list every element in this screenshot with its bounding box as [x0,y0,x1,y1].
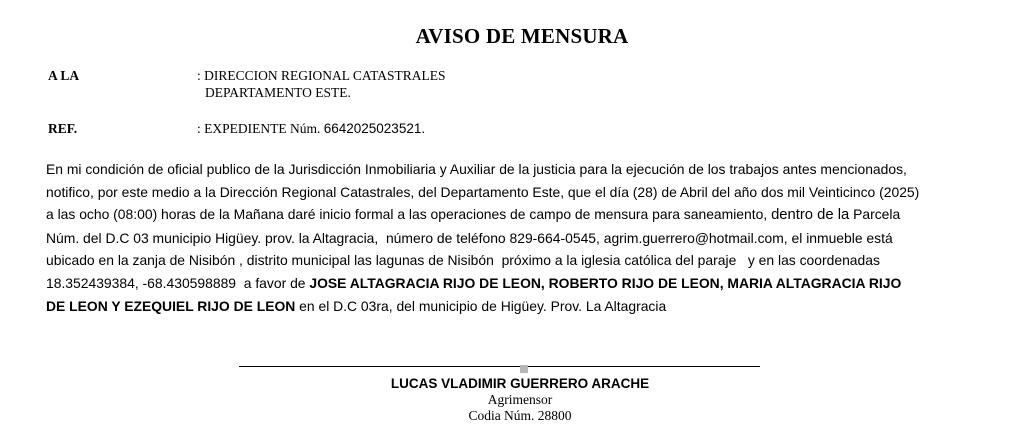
body-line-3-end: Parcela [849,206,901,223]
signature-marker [520,365,528,373]
signer-name: LUCAS VLADIMIR GUERRERO ARACHE [390,376,650,391]
body-line-7 [46,295,998,318]
body-line-3 [46,203,998,227]
body-line-4: Núm. del D.C 03 municipio Higüey. prov. la Altagracia, número de teléfono 829-664-0545, agrim.guerrero@hotmail.com, el inmueble está [46,229,893,246]
signature-line [239,366,760,367]
location-text: en el D.C 03ra, del municipio de Higüey. Prov. La Altagracia [295,297,667,314]
signer-role: Agrimensor [487,392,553,407]
document-title: AVISO DE MENSURA [415,24,629,48]
notice-body [46,158,998,317]
beneficiaries-part-1: JOSE ALTAGRACIA RIJO DE LEON, ROBERTO RIJO DE LEON, MARIA ALTAGRACIA RIJO [309,274,902,291]
ref-number: 6642025023521. [323,121,426,136]
body-line-1: En mi condición de oficial publico de la Jurisdicción Inmobiliaria y Auxiliar de la justicia para la ejecución de los trabajos antes mencionados, [46,161,907,177]
body-line-2: notifico, por este medio a la Dirección Regional Catastrales, del Departamento Este, que el día (28) de Abril del año dos mil Veinticinco (2025) [46,183,920,200]
coordinates-text: 18.352439384, -68.430598889 a favor de [46,274,310,291]
ref-prefix: : EXPEDIENTE Núm. [197,121,324,136]
to-value [197,67,446,101]
body-line-3-text: a las ocho (08:00) horas de la Mañana daré inicio formal a las operaciones de campo de mensura para saneamiento, [46,206,772,223]
to-line-1: : DIRECCION REGIONAL CATASTRALES [197,68,446,83]
ref-value [197,120,425,137]
body-line-5: ubicado en la zanja de Nisibón , distrito municipal las lagunas de Nisibón próximo a la iglesia católica del paraje y en las coordenadas [46,252,880,269]
body-line-6 [46,272,998,295]
signer-codia: Codia Núm. 28800 [468,408,572,423]
to-label: A LA [48,68,80,83]
to-line-2: DEPARTAMENTO ESTE. [205,85,351,100]
beneficiaries-part-2: DE LEON Y EZEQUIEL RIJO DE LEON [46,297,296,314]
ref-label: REF. [48,121,78,136]
body-line-3-emphasis: dentro de la [771,207,850,224]
